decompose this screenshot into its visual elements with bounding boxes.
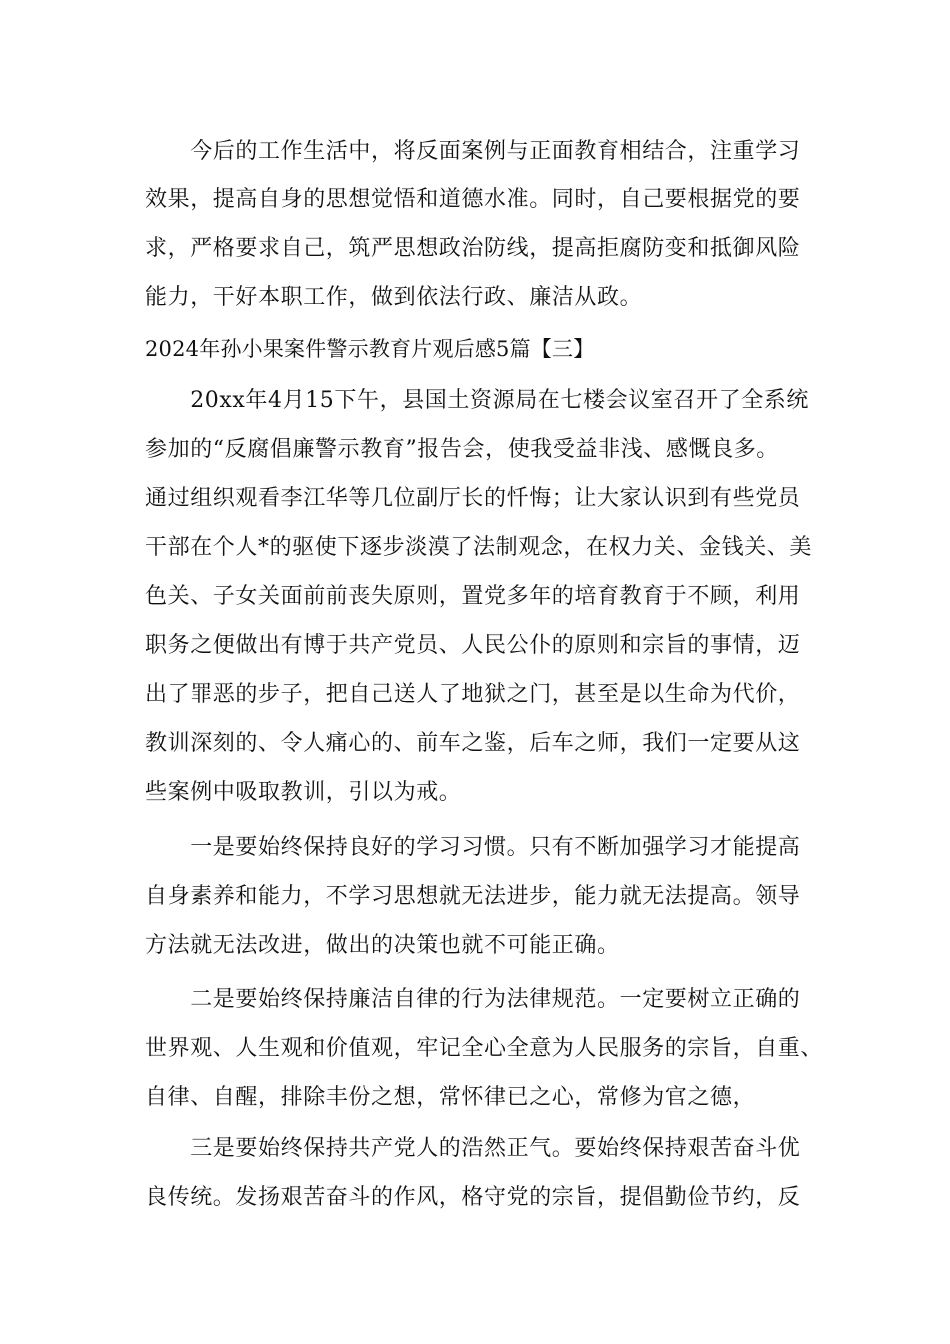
paragraph-line: 一是要始终保持良好的学习习惯。只有不断加强学习才能提高 — [145, 835, 801, 860]
paragraph-line: 自身素养和能力，不学习思想就无法进步，能力就无法提高。领导 — [145, 884, 801, 909]
paragraph-line: 求，严格要求自己，筑严思想政治防线，提高拒腐防变和抵御风险 — [145, 236, 801, 261]
paragraph-line: 20xx年4月15下午，县国土资源局在七楼会议室召开了全系统 — [145, 388, 810, 413]
paragraph-line: 自律、自醒，排除丰份之想，常怀律已之心，常修为官之德， — [145, 1085, 756, 1110]
paragraph-line: 干部在个人*的驱使下逐步淡漠了法制观念，在权力关、金钱关、美 — [145, 535, 813, 560]
paragraph-line: 二是要始终保持廉洁自律的行为法律规范。一定要树立正确的 — [145, 987, 801, 1012]
paragraph-line: 今后的工作生活中，将反面案例与正面教育相结合，注重学习 — [145, 139, 801, 164]
paragraph-line: 些案例中吸取教训，引以为戒。 — [145, 780, 462, 805]
paragraph-line: 教训深刻的、令人痛心的、前车之鉴，后车之师，我们一定要从这 — [145, 731, 801, 756]
paragraph-line: 方法就无法改进，做出的决策也就不可能正确。 — [145, 933, 620, 958]
paragraph-line: 三是要始终保持共产党人的浩然正气。要始终保持艰苦奋斗优 — [145, 1136, 801, 1161]
paragraph-line: 效果，提高自身的思想觉悟和道德水准。同时，自己要根据党的要 — [145, 187, 801, 212]
paragraph-line: 职务之便做出有博于共产党员、人民公仆的原则和宗旨的事情，迈 — [145, 633, 801, 658]
paragraph-line: 良传统。发扬艰苦奋斗的作风，格守党的宗旨，提倡勤俭节约，反 — [145, 1185, 801, 1210]
paragraph-line: 世界观、人生观和价值观，牢记全心全意为人民服务的宗旨，自重、 — [145, 1036, 824, 1061]
paragraph-line: 参加的“反腐倡廉警示教育”报告会，使我受益非浅、感慨良多。 — [145, 437, 779, 462]
section-heading: 2024年孙小果案件警示教育片观后感5篇【三】 — [145, 337, 595, 361]
paragraph-line: 通过组织观看李江华等几位副厅长的忏悔；让大家认识到有些党员 — [145, 486, 801, 511]
paragraph-line: 能力，干好本职工作，做到依法行政、廉洁从政。 — [145, 285, 643, 310]
paragraph-line: 出了罪恶的步子，把自己送人了地狱之门，甚至是以生命为代价， — [145, 682, 801, 707]
paragraph-line: 色关、子女关面前前丧失原则，置党多年的培育教育于不顾，利用 — [145, 584, 801, 609]
